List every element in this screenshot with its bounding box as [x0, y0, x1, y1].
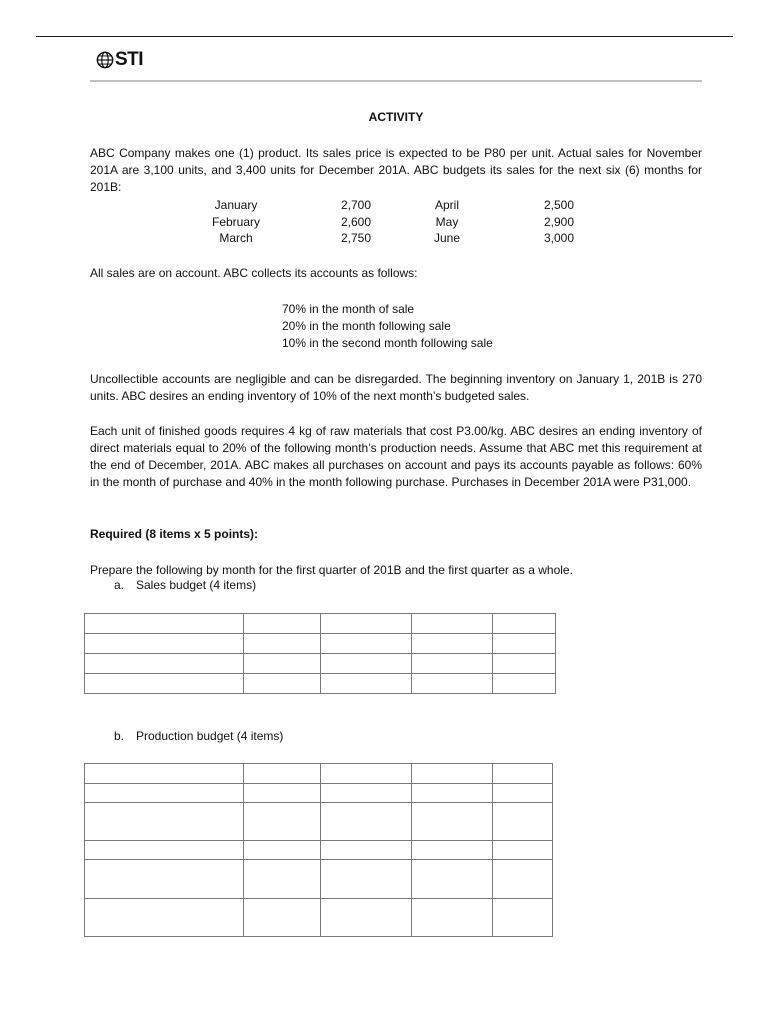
table-cell[interactable]: [412, 899, 493, 937]
month-label: January: [214, 198, 258, 213]
table-cell[interactable]: [493, 654, 556, 674]
table-cell[interactable]: [412, 674, 493, 694]
month-value: 3,000: [543, 231, 575, 246]
item-a-label: [114, 578, 256, 592]
table-cell[interactable]: [412, 634, 493, 654]
month-label: May: [435, 214, 459, 229]
table-cell[interactable]: [493, 764, 553, 784]
top-rule: [36, 36, 733, 37]
table-cell[interactable]: [244, 784, 321, 803]
table-cell[interactable]: [412, 860, 493, 899]
table-cell[interactable]: [493, 674, 556, 694]
collection-item: 20% in the month following sale: [282, 319, 451, 333]
table-cell[interactable]: [321, 614, 412, 634]
month-value: 2,900: [543, 214, 575, 229]
table-cell[interactable]: [412, 784, 493, 803]
table-cell[interactable]: [321, 654, 412, 674]
table-cell[interactable]: [244, 860, 321, 899]
table-cell[interactable]: [321, 803, 412, 841]
table-cell[interactable]: [493, 784, 553, 803]
table-cell[interactable]: [85, 634, 244, 654]
page-title: ACTIVITY: [368, 110, 424, 124]
table-cell[interactable]: [493, 860, 553, 899]
table-cell[interactable]: [244, 674, 321, 694]
inventory-paragraph: Uncollectible accounts are negligible and can be disregarded. The beginning inventory on January 1, 201B is 270 units. ABC desires an ending inventory of 10% of the next month’s budgeted sales.: [90, 372, 702, 403]
table-cell[interactable]: [244, 841, 321, 860]
item-b-label: [114, 729, 283, 743]
item-letter: b.: [114, 729, 125, 743]
collections-list: [282, 301, 493, 352]
table-cell[interactable]: [493, 634, 556, 654]
sales-budget-list: [205, 197, 617, 247]
month-value: 2,600: [340, 214, 372, 229]
table-cell[interactable]: [85, 803, 244, 841]
materials-paragraph: Each unit of finished goods requires 4 kg of raw materials that cost P3.00/kg. ABC desires an ending inventory of direct materials equal to 20% of the following month’s production needs. Assume that ABC met this requirement at the end of December, 201A. ABC makes all purchases on account and pays its accounts payable as follows: 60% in the month of purchase and 40% in the month following purchase. Purchases in December 201A were P31,000.: [90, 424, 702, 489]
required-heading: Required (8 items x 5 points):: [90, 527, 259, 541]
collection-item: 10% in the second month following sale: [282, 336, 493, 350]
table-cell[interactable]: [244, 634, 321, 654]
prepare-instruction: Prepare the following by month for the first quarter of 201B and the first quarter as a whole.: [90, 563, 573, 577]
table-cell[interactable]: [493, 899, 553, 937]
table-cell[interactable]: [85, 784, 244, 803]
header-rule: [90, 80, 702, 82]
item-text: Sales budget (4 items): [136, 578, 257, 592]
logo-text: STI: [115, 49, 144, 70]
table-cell[interactable]: [412, 764, 493, 784]
sales-budget-row: [205, 214, 617, 231]
table-cell[interactable]: [85, 614, 244, 634]
table-cell[interactable]: [85, 860, 244, 899]
table-cell[interactable]: [244, 899, 321, 937]
table-cell[interactable]: [412, 803, 493, 841]
month-label: April: [434, 198, 459, 213]
month-value: 2,750: [340, 231, 372, 246]
table-cell[interactable]: [412, 614, 493, 634]
month-label: February: [211, 214, 261, 229]
sales-budget-row: [205, 197, 617, 214]
table-cell[interactable]: [321, 674, 412, 694]
table-cell[interactable]: [412, 654, 493, 674]
collection-item: 70% in the month of sale: [282, 302, 415, 316]
table-cell[interactable]: [493, 614, 556, 634]
table-cell[interactable]: [321, 764, 412, 784]
item-letter: a.: [114, 578, 125, 592]
table-cell[interactable]: [412, 841, 493, 860]
table-cell[interactable]: [85, 654, 244, 674]
table-cell[interactable]: [321, 860, 412, 899]
table-cell[interactable]: [85, 764, 244, 784]
month-label: March: [219, 231, 253, 246]
item-text: Production budget (4 items): [136, 729, 284, 743]
table-cell[interactable]: [244, 614, 321, 634]
production-budget-answer-table: [84, 763, 553, 937]
table-cell[interactable]: [493, 803, 553, 841]
table-cell[interactable]: [85, 674, 244, 694]
globe-icon: [96, 51, 114, 69]
table-cell[interactable]: [321, 634, 412, 654]
table-cell[interactable]: [85, 899, 244, 937]
month-label: June: [433, 231, 461, 246]
sales-budget-row: [205, 230, 617, 247]
sales-budget-answer-table: [84, 613, 556, 694]
table-cell[interactable]: [85, 841, 244, 860]
table-cell[interactable]: [321, 784, 412, 803]
table-cell[interactable]: [321, 841, 412, 860]
table-cell[interactable]: [244, 803, 321, 841]
intro-paragraph: ABC Company makes one (1) product. Its sales price is expected to be P80 per unit. Actual sales for November 201A are 3,100 units, and 3,400 units for December 201A. ABC budgets its sales for the next six (6) months for 201B:: [90, 146, 702, 194]
table-cell[interactable]: [321, 899, 412, 937]
collections-intro: All sales are on account. ABC collects its accounts as follows:: [90, 266, 418, 280]
month-value: 2,700: [340, 198, 372, 213]
table-cell[interactable]: [244, 654, 321, 674]
table-cell[interactable]: [244, 764, 321, 784]
table-cell[interactable]: [493, 841, 553, 860]
sti-logo: [96, 50, 143, 69]
month-value: 2,500: [543, 198, 575, 213]
